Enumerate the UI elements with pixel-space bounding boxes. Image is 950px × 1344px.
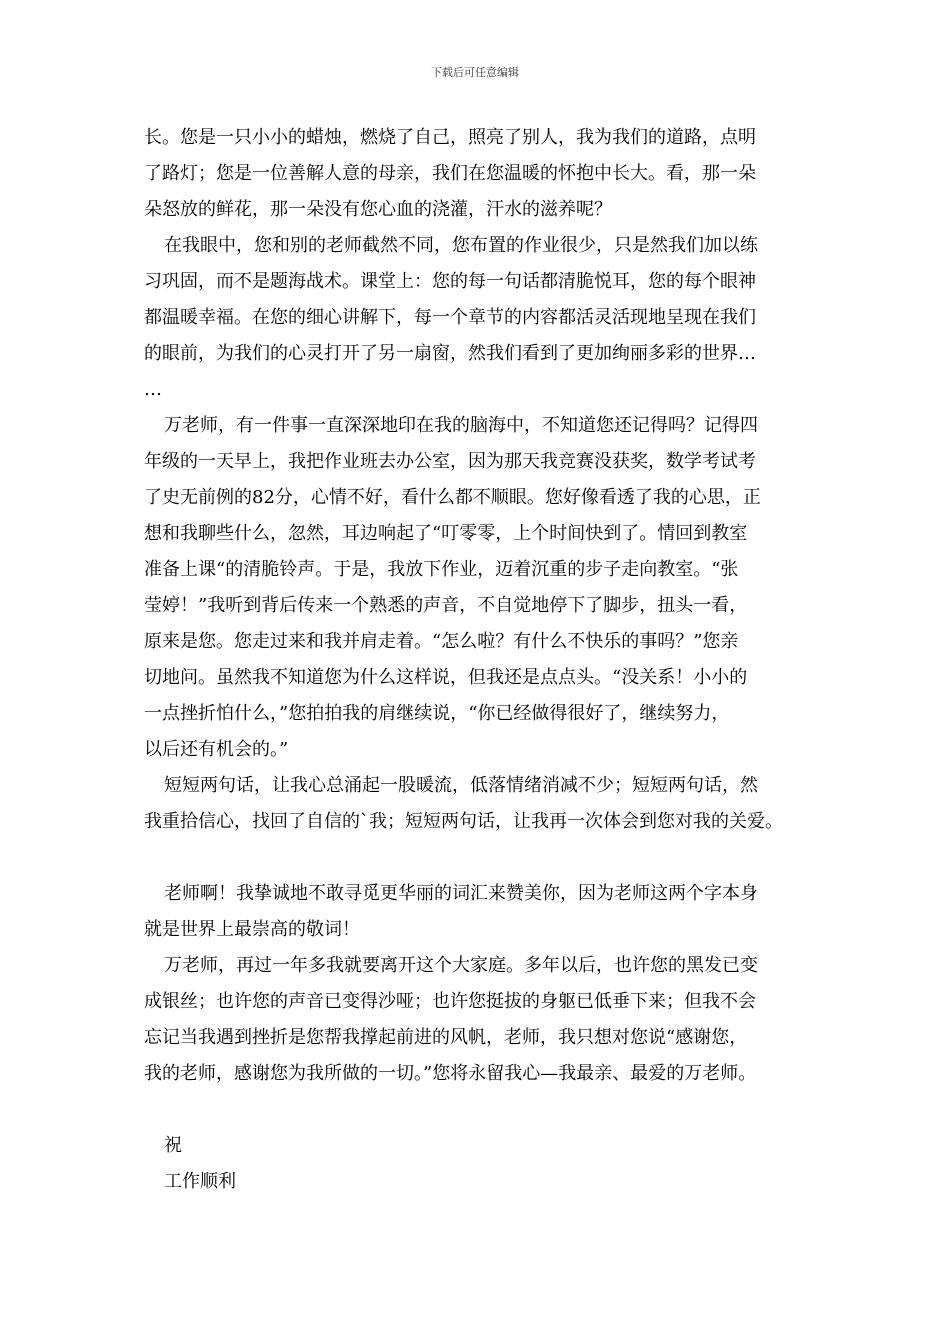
blank-line [144,1092,826,1128]
text-line: 的眼前，为我们的心灵打开了另一扇窗，然我们看到了更加绚丽多彩的世界… [144,343,756,364]
text-line: 一点挫折怕什么，”您拍拍我的肩继续说，“你已经做得很好了，继续努力， [144,703,730,724]
paragraph-start-line: 老师啊！我挚诚地不敢寻觅更华丽的词汇来赞美你，因为老师这两个字本身 [164,883,758,904]
text-line: 莹婷！”我听到背后传来一个熟悉的声音，不自觉地停下了脚步，扭头一看， [144,595,748,616]
page-header-note: 下载后可任意编辑 [431,66,519,79]
paragraph-start-line: 万老师，有一件事一直深深地印在我的脑海中，不知道您还记得吗？记得四 [164,415,758,436]
text-line: 原来是您。您走过来和我并肩走着。“怎么啦？有什么不快乐的事吗？”您亲 [144,631,739,652]
text-line: 忘记当我遇到挫折是您帮我撑起前进的风帆，老师，我只想对您说“感谢您， [144,1027,748,1048]
text-line: 朵怒放的鲜花，那一朵没有您心血的浇灌，汗水的滋养呢？ [144,199,612,220]
text-line: 想和我聊些什么，忽然，耳边响起了“叮零零，上个时间快到了。情回到教室 [144,523,748,544]
text-line: 长。您是一只小小的蜡烛，燃烧了自己，照亮了别人，我为我们的道路，点明 [144,127,756,148]
text-line: 了路灯；您是一位善解人意的母亲，我们在您温暖的怀抱中长大。看，那一朵 [144,163,756,184]
paragraph-start-line: 在我眼中，您和别的老师截然不同，您布置的作业很少，只是然我们加以练 [164,235,758,256]
text-line: … [144,379,162,400]
text-line: 就是世界上最崇高的敬词！ [144,919,360,940]
text-line: 成银丝；也许您的声音已变得沙哑；也许您挺拔的身躯已低垂下来；但我不会 [144,991,756,1012]
text-line: 习巩固，而不是题海战术。课堂上：您的每一句话都清脆悦耳，您的每个眼神 [144,271,756,292]
text-line: 以后还有机会的。” [144,739,289,760]
closing-salutation: 祝 [164,1135,182,1156]
letter-body [144,120,826,1200]
paragraph-start-line: 万老师，再过一年多我就要离开这个大家庭。多年以后，也许您的黑发已变 [164,955,758,976]
text-line: 都温暖幸福。在您的细心讲解下，每一个章节的内容都活灵活现地呈现在我们 [144,307,756,328]
text-line: 我重拾信心，找回了自信的`我；短短两句话，让我再一次体会到您对我的关爱。 [144,811,783,832]
blank-line [144,840,826,876]
text-line: 年级的一天早上，我把作业班去办公室，因为那天我竞赛没获奖，数学考试考 [144,451,756,472]
text-line: 了史无前例的82分，心情不好，看什么都不顺眼。您好像看透了我的心思，正 [144,487,761,508]
closing-wish: 工作顺利 [164,1171,236,1192]
paragraph-start-line: 短短两句话，让我心总涌起一股暖流，低落情绪消减不少；短短两句话，然 [164,775,758,796]
text-line: 切地问。虽然我不知道您为什么这样说，但我还是点点头。“没关系！小小的 [144,667,748,688]
text-line: 我的老师，感谢您为我所做的一切。”您将永留我心—我最亲、最爱的万老师。 [144,1063,757,1084]
text-line: 准备上课“的清脆铃声。于是，我放下作业，迈着沉重的步子走向教室。“张 [144,559,739,580]
